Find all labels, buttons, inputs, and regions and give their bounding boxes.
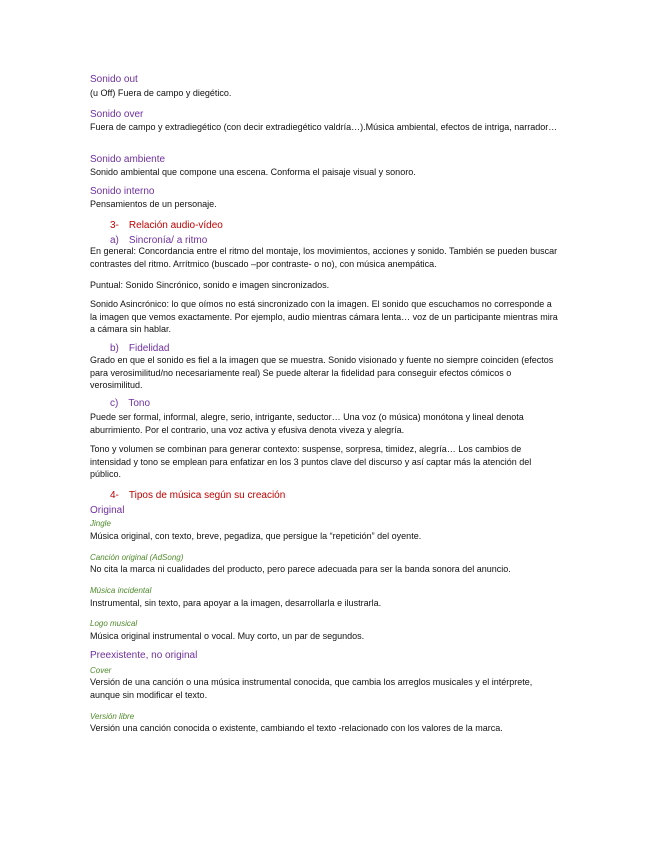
sonido-interno-text: Pensamientos de un personaje. (90, 199, 217, 209)
original-item-label: Jingle (90, 519, 111, 528)
preexistente-item-text: Versión una canción conocida o existente, cambiando el texto -relacionado con los valores de la marca. (90, 723, 503, 733)
subsection-title-b: Fidelidad (128, 343, 170, 354)
preexistente-item-label: Versión libre (90, 712, 135, 721)
original-heading: Original (90, 505, 125, 516)
preexistente-item-text: Versión de una canción o una música instrumental conocida, que cambia los arreglos musicales y el intérprete, aunque sin modificar el texto. (90, 677, 533, 700)
preexistente-item-label: Cover (90, 666, 112, 675)
sincronia-general-text: En general: Concordancia entre el ritmo del montaje, los movimientos, acciones y sonido. También se pueden buscar contrastes del ritmo. Arrítmico (buscado –por contraste- o no), con música anempática. (90, 246, 558, 269)
original-item-text: No cita la marca ni cualidades del producto, pero parece adecuada para ser la banda sonora del anuncio. (90, 564, 511, 574)
original-item-label: Logo musical (90, 619, 138, 628)
sonido-out-heading: Sonido out (90, 74, 138, 85)
section-heading-4 (110, 490, 560, 502)
section-heading-3 (110, 220, 560, 232)
subsection-letter-a: a) (110, 235, 119, 246)
sonido-ambiente-heading: Sonido ambiente (90, 154, 166, 165)
section-title-3: Relación audio-vídeo (128, 220, 223, 231)
original-item-label: Música incidental (90, 586, 152, 595)
tono-text-1: Puede ser formal, informal, alegre, serio, intrigante, seductor… Una voz (o música) monótona y lineal denota aburrimiento. Por el contrario, una voz activa y efusiva denota viveza y alegría. (90, 412, 524, 435)
section-title-4: Tipos de música según su creación (128, 490, 286, 501)
sonido-interno-heading: Sonido interno (90, 186, 155, 197)
sincronia-puntual-text: Puntual: Sonido Sincrónico, sonido e imagen sincronizados. (90, 280, 330, 290)
subsection-title-c: Tono (128, 398, 151, 409)
tono-text-2: Tono y volumen se combinan para generar contexto: suspense, sorpresa, timidez, alegría… Los cambios de intensidad y tono se emplean para enfatizar en los 3 puntos clave del discurso y así captar más la atención del público. (90, 444, 532, 479)
original-item-text: Instrumental, sin texto, para apoyar a la imagen, desarrollarla e ilustrarla. (90, 598, 382, 608)
subsection-title-a: Sincronía/ a ritmo (128, 235, 208, 246)
subsection-letter-c: c) (110, 398, 119, 409)
section-number-3: 3- (110, 220, 119, 231)
original-item-label: Canción original (AdSong) (90, 553, 184, 562)
original-item-text: Música original instrumental o vocal. Muy corto, un par de segundos. (90, 631, 365, 641)
section-number-4: 4- (110, 490, 119, 501)
original-item-text: Música original, con texto, breve, pegadiza, que persigue la “repetición” del oyente. (90, 531, 422, 541)
sincronia-asincronico-text: Sonido Asincrónico: lo que oímos no está sincronizado con la imagen. El sonido que escuchamos no corresponde a la imagen que vemos exactamente. Por ejemplo, audio mientras cámara lenta… voz de un participante mientras mira a cámara sin hablar. (90, 299, 558, 334)
subsection-letter-b: b) (110, 343, 119, 354)
sonido-out-text: (u Off) Fuera de campo y diegético. (90, 88, 232, 98)
sonido-ambiente-text: Sonido ambiental que compone una escena. Conforma el paisaje visual y sonoro. (90, 167, 416, 177)
sonido-over-heading: Sonido over (90, 109, 144, 120)
preexistente-heading: Preexistente, no original (90, 650, 198, 661)
fidelidad-text: Grado en que el sonido es fiel a la imagen que se muestra. Sonido visionado y fuente no siempre coinciden (efectos para verosimilitud/no necesariamente real) Se puede alterar la fidelidad para conseguir efectos cómicos o verosimilitud. (90, 355, 554, 390)
subsection-heading-c (110, 398, 560, 410)
sonido-over-text: Fuera de campo y extradiegético (con decir extradiegético valdría…).Música ambiental, efectos de intriga, narrador… (90, 122, 558, 132)
